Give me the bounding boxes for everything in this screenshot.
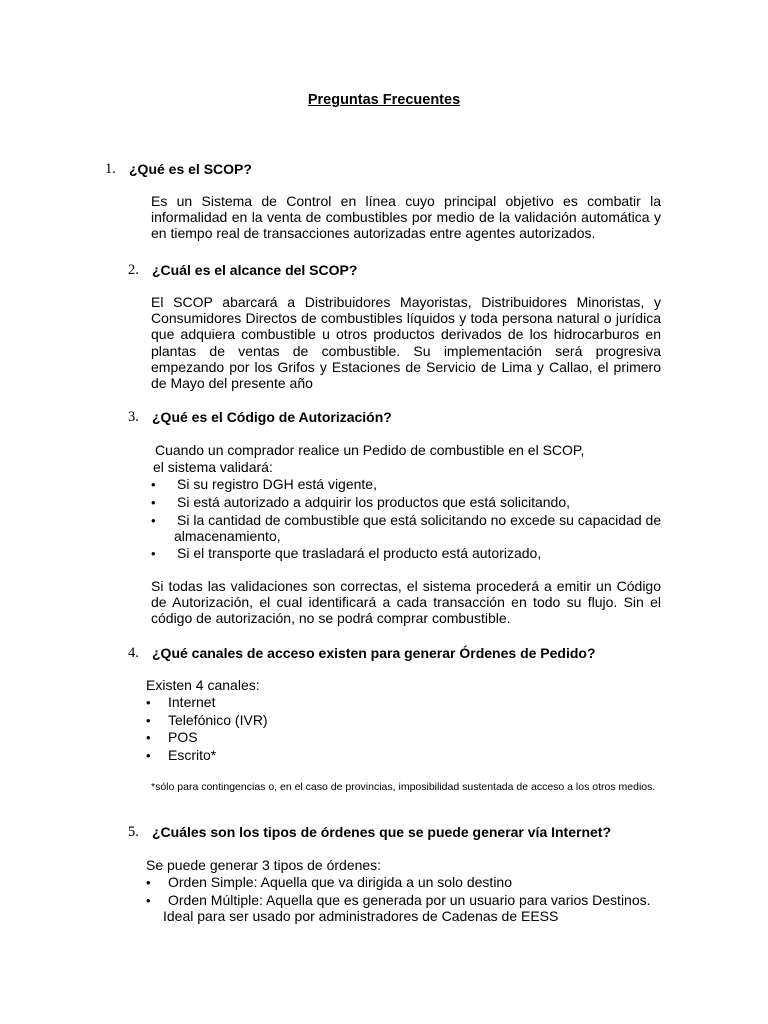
list-item-text: POS	[168, 729, 198, 745]
answer-3-intro-line1: Cuando un comprador realice un Pedido de combustible en el SCOP,	[155, 442, 585, 458]
answer-2: El SCOP abarcará a Distribuidores Mayoristas, Distribuidores Minoristas, y Consumidores Directos de combustibles líquidos y toda persona natural o jurídica que adquiera combustible u otros productos derivados de los hidrocarburos en plantas de ventas de combustible. Su implementación será progresiva empezando por los Grifos y Estaciones de Servicio de Lima y Callao, el primero de Mayo del presente año	[151, 294, 661, 392]
question-3-number: 3.	[128, 409, 139, 425]
list-item-continuation: almacenamiento,	[174, 528, 281, 544]
bullet-icon: •	[151, 477, 156, 492]
bullet-icon: •	[146, 748, 151, 763]
answer-3-intro-line2: el sistema validará:	[153, 459, 273, 475]
question-2	[128, 262, 358, 278]
question-4-number: 4.	[128, 645, 139, 661]
bullet-icon: •	[151, 495, 156, 510]
list-item-text: Orden Simple: Aquella que va dirigida a un solo destino	[168, 874, 512, 890]
list-item-text: Internet	[168, 694, 216, 710]
question-1	[105, 161, 252, 177]
list-item-continuation: Ideal para ser usado por administradores de Cadenas de EESS	[163, 908, 559, 924]
answer-3-closing: Si todas las validaciones son correctas, el sistema procederá a emitir un Código de Autorización, el cual identificará a cada transacción en todo su flujo. Sin el código de autorización, no se podrá comprar combustible.	[151, 578, 661, 627]
list-item-text: Si su registro DGH está vigente,	[177, 476, 377, 492]
list-item-text: Orden Múltiple: Aquella que es generada por un usuario para varios Destinos.	[168, 892, 651, 908]
list-item-text: Escrito*	[168, 747, 217, 763]
question-1-text: ¿Qué es el SCOP?	[129, 161, 252, 177]
question-4	[128, 645, 596, 661]
bullet-icon: •	[146, 893, 151, 908]
list-item-text: Si está autorizado a adquirir los productos que está solicitando,	[177, 494, 571, 510]
question-1-number: 1.	[105, 161, 116, 177]
footnote: *sólo para contingencias o, en el caso de provincias, imposibilidad sustentada de acceso a los otros medios.	[151, 781, 656, 793]
list-item-text: Si la cantidad de combustible que está solicitando no excede su capacidad de	[177, 512, 662, 528]
bullet-icon: •	[146, 713, 151, 728]
bullet-icon: •	[151, 513, 156, 528]
page-title: Preguntas Frecuentes	[307, 92, 461, 108]
question-5	[128, 824, 612, 840]
question-2-text: ¿Cuál es el alcance del SCOP?	[152, 262, 358, 278]
answer-5-intro: Se puede generar 3 tipos de órdenes:	[146, 857, 382, 873]
bullet-icon: •	[151, 546, 156, 561]
bullet-icon: •	[146, 730, 151, 745]
question-2-number: 2.	[128, 262, 139, 278]
bullet-icon: •	[146, 875, 151, 890]
list-item-text: Telefónico (IVR)	[168, 712, 268, 728]
answer-1: Es un Sistema de Control en línea cuyo principal objetivo es combatir la informalidad en la venta de combustibles por medio de la validación automática y en tiempo real de transacciones autorizadas entre agentes autorizados.	[151, 193, 661, 242]
bullet-icon: •	[146, 695, 151, 710]
list-item-text: Si el transporte que trasladará el producto está autorizado,	[177, 545, 542, 561]
question-3-text: ¿Qué es el Código de Autorización?	[152, 409, 392, 425]
question-4-text: ¿Qué canales de acceso existen para generar Órdenes de Pedido?	[152, 645, 596, 661]
question-3	[128, 409, 392, 425]
question-5-text: ¿Cuáles son los tipos de órdenes que se puede generar vía Internet?	[152, 824, 612, 840]
question-5-number: 5.	[128, 824, 139, 840]
answer-4-intro: Existen 4 canales:	[146, 677, 260, 693]
